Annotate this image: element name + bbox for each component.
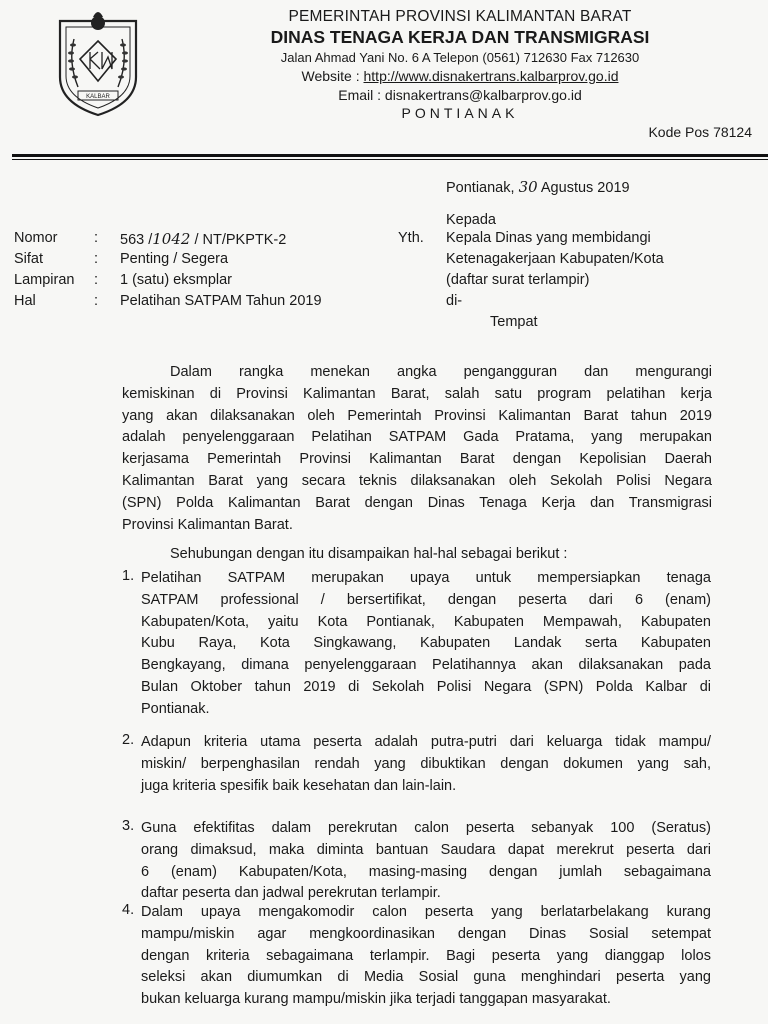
letterhead-divider-thin [12,159,768,160]
paragraph-line: (SPN) Polda Kalimantan Barat dengan Dinas Tenaga Kerja dan Transmigrasi [122,494,712,511]
recipient-tempat: Tempat [490,314,538,330]
list-item [141,902,711,1011]
date-month-year: Agustus 2019 [540,180,630,196]
list-item-line: SATPAM professional / bersertifikat, dengan peserta dari 6 (enam) [141,591,711,608]
letterhead-divider-thick [12,154,768,157]
letterhead-email: Email : disnakertrans@kalbarprov.go.id [338,87,582,103]
paragraph-line: kerjasama Pemerintah Provinsi Kalimantan Barat dengan Kepolisian Daerah [122,451,712,468]
paragraph-line: kemiskinan di Provinsi Kalimantan Barat, salah satu program pelatihan kerja [122,385,712,402]
meta-label-nomor: Nomor [14,230,58,246]
meta-colon: : [94,272,99,288]
paragraph-line: adalah penyelenggaraan Pelatihan SATPAM Gada Pratama, yang merupakan [122,429,712,446]
list-item-line: orang dimaksud, maka diminta bantuan Saudara dapat merekrut peserta dari [141,841,711,858]
letterhead-government: PEMERINTAH PROVINSI KALIMANTAN BARAT [288,8,632,25]
letter-date [446,178,630,196]
list-item-line: daftar peserta dan jadwal perekrutan terlampir. [141,885,441,902]
paragraph-line: Kalimantan Barat yang secara teknis dilaksanakan oleh Sekolah Polisi Negara [122,472,712,489]
meta-value-hal: Pelatihan SATPAM Tahun 2019 [120,293,322,309]
list-item-line: Kabupaten/Kota, yaitu Kota Pontianak, Kabupaten Mempawah, Kabupaten [141,613,711,630]
meta-value-sifat: Penting / Segera [120,251,229,267]
date-day-handwritten: 30 [518,178,538,196]
letterhead-address: Jalan Ahmad Yani No. 6 A Telepon (0561) 712630 Fax 712630 [280,50,640,65]
list-item [141,732,711,797]
recipient-line2: Ketenagakerjaan Kabupaten/Kota [446,251,664,267]
date-prefix: Pontianak, [446,180,515,196]
website-link[interactable]: http://www.disnakertrans.kalbarprov.go.id [363,68,619,84]
list-item-number: 3. [122,818,135,834]
paragraph-line: yang akan dilaksanakan oleh Pemerintah Provinsi Kalimantan Barat tahun 2019 [122,407,712,424]
list-item-line: miskin/ berpenghasilan rendah yang dibuktikan dengan dokumen yang sah, [141,755,711,772]
list-item-line: Dalam upaya mengakomodir calon peserta yang berlatarbelakang kurang [141,904,711,920]
paragraph-line: Dalam rangka menekan angka pengangguran dan mengurangi [170,364,712,380]
list-item-number: 1. [122,568,135,584]
list-item-line: Guna efektifitas dalam perekrutan calon peserta sebanyak 100 (Seratus) [141,820,711,836]
recipient-line1: Kepala Dinas yang membidangi [446,230,651,246]
postal-code: Kode Pos 78124 [648,124,752,140]
letterhead-city: PONTIANAK [401,105,519,121]
meta-value-nomor [120,230,286,248]
list-item-line: bukan keluarga kurang mampu/miskin jika terjadi tanggapan masyarakat. [141,991,611,1008]
list-item-line: juga kriteria spesifik baik kesehatan dan lain-lain. [141,777,457,794]
list-item-line: Adapun kriteria utama peserta adalah putra-putri dari keluarga tidak mampu/ [141,734,711,750]
recipient-line3: (daftar surat terlampir) [446,272,590,288]
meta-colon: : [94,251,99,267]
meta-label-sifat: Sifat [14,251,44,267]
list-item-line: Bulan Oktober tahun 2019 di Sekolah Polisi Negara (SPN) Polda Kalbar di [141,678,711,695]
nomor-suffix: / NT/PKPTK-2 [190,232,287,248]
meta-value-lampiran: 1 (satu) eksmplar [120,272,233,288]
list-item-line: mampu/miskin agar mengkoordinasikan dengan Dinas Sosial setempat [141,925,711,942]
list-item-number: 2. [122,732,135,748]
letterhead-website [190,68,730,84]
list-item-line: Pelatihan SATPAM merupakan upaya untuk mempersiapkan tenaga [141,570,711,586]
meta-colon: : [94,230,99,246]
letterhead-agency: DINAS TENAGA KERJA DAN TRANSMIGRASI [270,27,650,47]
meta-colon: : [94,293,99,309]
body-paragraph-1 [122,362,712,536]
list-item-line: Pontianak. [141,700,210,717]
list-item-line: 6 (enam) Kabupaten/Kota, masing-masing dengan jumlah sebagaimana [141,863,711,880]
body-paragraph-2: Sehubungan dengan itu disampaikan hal-hal sebagai berikut : [170,546,568,562]
paragraph-line: Provinsi Kalimantan Barat. [122,516,293,533]
list-item-number: 4. [122,902,135,918]
meta-label-hal: Hal [14,293,36,309]
nomor-handwritten: 1042 [152,230,191,248]
list-item-line: seleksi akan diumumkan di Media Sosial guna menghindari peserta yang [141,969,711,986]
list-item-line: dengan kriteria sebagaimana terlampir. Bagi peserta yang dianggap lolos [141,947,711,964]
emblem-motto: KALBAR [86,94,110,100]
nomor-prefix: 563 / [120,232,153,248]
list-item [141,568,711,721]
province-emblem-icon [52,7,144,119]
website-label: Website : [301,68,364,84]
list-item-line: Bengkayang, dimana penyelenggaraan Pelatihannya akan dilaksanakan pada [141,657,711,674]
list-item-line: Kubu Raya, Kota Singkawang, Kabupaten Landak serta Kabupaten [141,635,711,652]
meta-label-lampiran: Lampiran [14,272,75,288]
list-item [141,818,711,905]
recipient-kepada: Kepada [446,212,496,228]
recipient-di: di- [446,293,463,309]
recipient-yth: Yth. [398,230,424,246]
